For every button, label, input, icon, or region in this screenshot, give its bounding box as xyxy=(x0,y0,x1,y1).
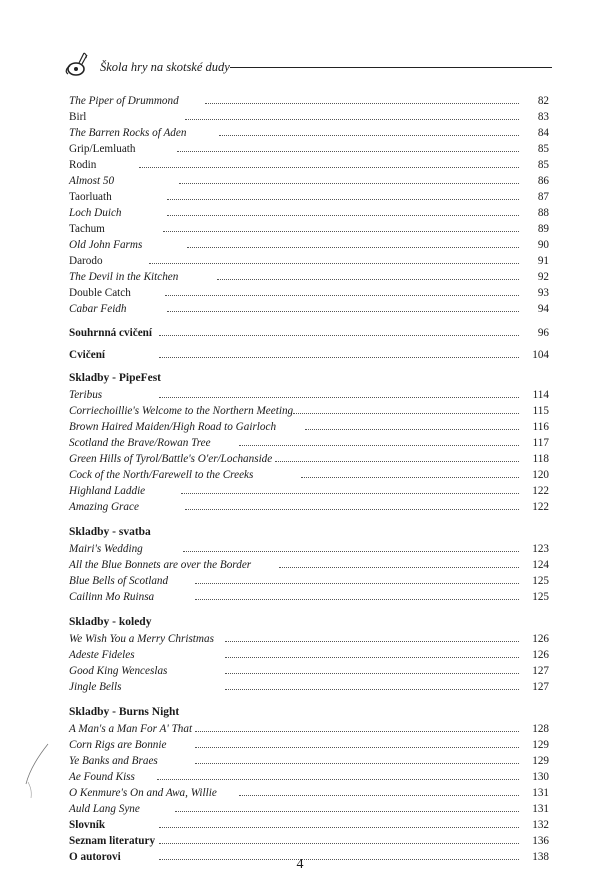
toc-entry xyxy=(69,451,549,467)
toc-entry xyxy=(69,125,549,141)
toc-entry-title: O Kenmure's On and Awa, Willie xyxy=(69,787,217,799)
toc-entry-page: 93 xyxy=(537,287,549,299)
toc-entry xyxy=(69,253,549,269)
toc-entry-page: 85 xyxy=(537,143,549,155)
dot-leader xyxy=(225,641,519,642)
toc-entry-page: 127 xyxy=(532,665,549,677)
dot-leader xyxy=(185,509,519,510)
book-title: Škola hry na skotské dudy xyxy=(100,60,230,74)
dot-leader xyxy=(159,335,519,336)
toc-entry-page: 129 xyxy=(532,755,549,767)
toc-entry-title: Green Hills of Tyrol/Battle's O'er/Lochanside xyxy=(69,453,273,465)
toc-entry xyxy=(69,663,549,679)
toc-entry-title: The Piper of Drummond xyxy=(69,95,179,107)
toc-entry xyxy=(69,93,549,109)
toc-entry-title: Taorluath xyxy=(69,191,112,203)
toc-entry-title: Cvičení xyxy=(69,349,106,361)
dot-leader xyxy=(139,167,519,168)
toc-entry xyxy=(69,109,549,125)
toc-entry-page: 136 xyxy=(532,835,549,847)
dot-leader xyxy=(225,689,519,690)
toc-entry-title: Amazing Grace xyxy=(69,501,139,513)
toc-entry xyxy=(69,801,549,817)
dot-leader xyxy=(275,461,519,462)
toc-entry-page: 96 xyxy=(537,327,549,339)
toc-entry xyxy=(69,419,549,435)
toc-entry xyxy=(69,285,549,301)
toc-entry xyxy=(69,785,549,801)
toc-entry-title: Mairi's Wedding xyxy=(69,543,143,555)
toc-section-heading: Skladby - koledy xyxy=(69,616,152,628)
header-rule xyxy=(230,67,552,68)
toc-entry xyxy=(69,325,549,341)
dot-leader xyxy=(159,357,519,358)
toc-entry-page: 116 xyxy=(532,421,549,433)
toc-entry xyxy=(69,631,549,647)
toc-entry xyxy=(69,573,549,589)
toc-entry-page: 122 xyxy=(532,501,549,513)
table-of-contents xyxy=(69,93,549,865)
dot-leader xyxy=(225,657,519,658)
toc-entry xyxy=(69,483,549,499)
toc-entry xyxy=(69,301,549,317)
toc-entry-title: Tachum xyxy=(69,223,105,235)
toc-entry-title: Cailinn Mo Ruinsa xyxy=(69,591,155,603)
toc-entry-page: 124 xyxy=(532,559,549,571)
toc-entry-page: 88 xyxy=(537,207,549,219)
dot-leader xyxy=(239,445,519,446)
toc-entry xyxy=(69,189,549,205)
dot-leader xyxy=(219,135,519,136)
dot-leader xyxy=(195,583,519,584)
toc-entry-page: 118 xyxy=(532,453,549,465)
toc-entry-page: 126 xyxy=(532,633,549,645)
toc-entry-page: 87 xyxy=(537,191,549,203)
toc-entry xyxy=(69,237,549,253)
toc-entry xyxy=(69,347,549,363)
toc-entry-page: 125 xyxy=(532,591,549,603)
toc-entry-page: 114 xyxy=(532,389,549,401)
pencil-mark xyxy=(22,742,52,802)
dot-leader xyxy=(195,599,519,600)
toc-entry xyxy=(69,557,549,573)
toc-entry xyxy=(69,403,549,419)
toc-entry xyxy=(69,737,549,753)
toc-spacer xyxy=(69,695,549,703)
toc-entry xyxy=(69,173,549,189)
toc-entry-title: Ye Banks and Braes xyxy=(69,755,158,767)
toc-section-heading: Skladby - Burns Night xyxy=(69,706,180,718)
dot-leader xyxy=(167,199,519,200)
toc-entry xyxy=(69,541,549,557)
toc-entry-page: 89 xyxy=(537,223,549,235)
toc-entry-title: Old John Farms xyxy=(69,239,143,251)
toc-entry-page: 104 xyxy=(532,349,549,361)
toc-entry-title: Good King Wenceslas xyxy=(69,665,168,677)
toc-entry-title: Darodo xyxy=(69,255,103,267)
toc-entry-title: Seznam literatury xyxy=(69,835,156,847)
toc-entry-title: All the Blue Bonnets are over the Border xyxy=(69,559,252,571)
toc-entry-page: 90 xyxy=(537,239,549,251)
toc-entry xyxy=(69,833,549,849)
dot-leader xyxy=(159,843,519,844)
toc-entry-title: Souhrnná cvičení xyxy=(69,327,152,339)
dot-leader xyxy=(167,311,519,312)
toc-entry xyxy=(69,589,549,605)
toc-entry-title: Scotland the Brave/Rowan Tree xyxy=(69,437,211,449)
dot-leader xyxy=(239,795,519,796)
toc-entry-page: 123 xyxy=(532,543,549,555)
toc-entry-title: Corriechoillie's Welcome to the Northern Meeting xyxy=(69,405,294,417)
dot-leader xyxy=(279,567,519,568)
toc-entry xyxy=(69,205,549,221)
toc-entry-title: Corn Rigs are Bonnie xyxy=(69,739,167,751)
dot-leader xyxy=(167,215,519,216)
toc-section-heading: Skladby - PipeFest xyxy=(69,372,162,384)
dot-leader xyxy=(157,779,519,780)
toc-entry xyxy=(69,221,549,237)
toc-entry-page: 131 xyxy=(532,787,549,799)
toc-entry-page: 122 xyxy=(532,485,549,497)
toc-section-heading: Skladby - svatba xyxy=(69,526,151,538)
toc-entry-title: Highland Laddie xyxy=(69,485,146,497)
toc-entry-page: 85 xyxy=(537,159,549,171)
toc-entry xyxy=(69,769,549,785)
toc-entry-title: A Man's a Man For A' That xyxy=(69,723,193,735)
dot-leader xyxy=(293,413,519,414)
dot-leader xyxy=(195,731,519,732)
toc-entry-title: We Wish You a Merry Christmas xyxy=(69,633,214,645)
toc-entry xyxy=(69,647,549,663)
running-header xyxy=(62,50,552,80)
toc-entry-title: Teribus xyxy=(69,389,103,401)
toc-entry-title: Auld Lang Syne xyxy=(69,803,140,815)
toc-entry xyxy=(69,753,549,769)
dot-leader xyxy=(165,295,519,296)
toc-entry xyxy=(69,679,549,695)
toc-entry-title: Slovník xyxy=(69,819,106,831)
dot-leader xyxy=(185,119,519,120)
toc-entry-page: 83 xyxy=(537,111,549,123)
toc-entry-title: The Devil in the Kitchen xyxy=(69,271,179,283)
dot-leader xyxy=(217,279,519,280)
toc-entry xyxy=(69,387,549,403)
toc-entry-title: Blue Bells of Scotland xyxy=(69,575,169,587)
toc-entry-page: 94 xyxy=(537,303,549,315)
toc-entry-title: Birl xyxy=(69,111,87,123)
toc-spacer xyxy=(69,317,549,325)
toc-entry-page: 115 xyxy=(532,405,549,417)
toc-entry-title: Cabar Feidh xyxy=(69,303,127,315)
toc-spacer xyxy=(69,515,549,523)
toc-entry xyxy=(69,269,549,285)
toc-entry-page: 86 xyxy=(537,175,549,187)
toc-entry-title: Rodin xyxy=(69,159,97,171)
dot-leader xyxy=(163,231,519,232)
toc-entry-title: O autorovi xyxy=(69,851,121,863)
toc-entry-title: Adeste Fideles xyxy=(69,649,135,661)
toc-entry-page: 129 xyxy=(532,739,549,751)
dot-leader xyxy=(159,827,519,828)
toc-entry xyxy=(69,467,549,483)
toc-entry xyxy=(69,721,549,737)
toc-entry-page: 120 xyxy=(532,469,549,481)
toc-entry-page: 130 xyxy=(532,771,549,783)
toc-entry-page: 91 xyxy=(537,255,549,267)
dot-leader xyxy=(305,429,519,430)
dot-leader xyxy=(205,103,519,104)
toc-entry-title: Brown Haired Maiden/High Road to Gairloch xyxy=(69,421,277,433)
dot-leader xyxy=(175,811,519,812)
dot-leader xyxy=(159,397,519,398)
toc-entry xyxy=(69,141,549,157)
bagpipe-logo-icon xyxy=(62,50,94,80)
dot-leader xyxy=(177,151,519,152)
toc-entry-page: 126 xyxy=(532,649,549,661)
toc-entry xyxy=(69,435,549,451)
toc-entry-title: The Barren Rocks of Aden xyxy=(69,127,187,139)
toc-entry-page: 131 xyxy=(532,803,549,815)
toc-entry-page: 82 xyxy=(537,95,549,107)
dot-leader xyxy=(187,247,519,248)
toc-entry-page: 125 xyxy=(532,575,549,587)
toc-entry-page: 117 xyxy=(532,437,549,449)
dot-leader xyxy=(225,673,519,674)
toc-entry-title: Cock of the North/Farewell to the Creeks xyxy=(69,469,254,481)
toc-entry-page: 84 xyxy=(537,127,549,139)
toc-spacer xyxy=(69,605,549,613)
dot-leader xyxy=(301,477,519,478)
dot-leader xyxy=(149,263,519,264)
dot-leader xyxy=(195,747,519,748)
toc-entry-title: Ae Found Kiss xyxy=(69,771,135,783)
dot-leader xyxy=(179,183,519,184)
dot-leader xyxy=(183,551,519,552)
toc-entry-title: Double Catch xyxy=(69,287,131,299)
toc-entry-page: 127 xyxy=(532,681,549,693)
dot-leader xyxy=(195,763,519,764)
toc-entry-page: 128 xyxy=(532,723,549,735)
toc-entry-page: 92 xyxy=(537,271,549,283)
toc-entry-title: Jingle Bells xyxy=(69,681,122,693)
toc-entry-title: Loch Duich xyxy=(69,207,122,219)
toc-entry xyxy=(69,499,549,515)
toc-entry-page: 138 xyxy=(532,851,549,863)
dot-leader xyxy=(181,493,519,494)
toc-entry-title: Almost 50 xyxy=(69,175,115,187)
toc-entry-title: Grip/Lemluath xyxy=(69,143,136,155)
toc-entry xyxy=(69,157,549,173)
toc-entry xyxy=(69,817,549,833)
toc-entry-page: 132 xyxy=(532,819,549,831)
page-number: 4 xyxy=(296,857,304,872)
